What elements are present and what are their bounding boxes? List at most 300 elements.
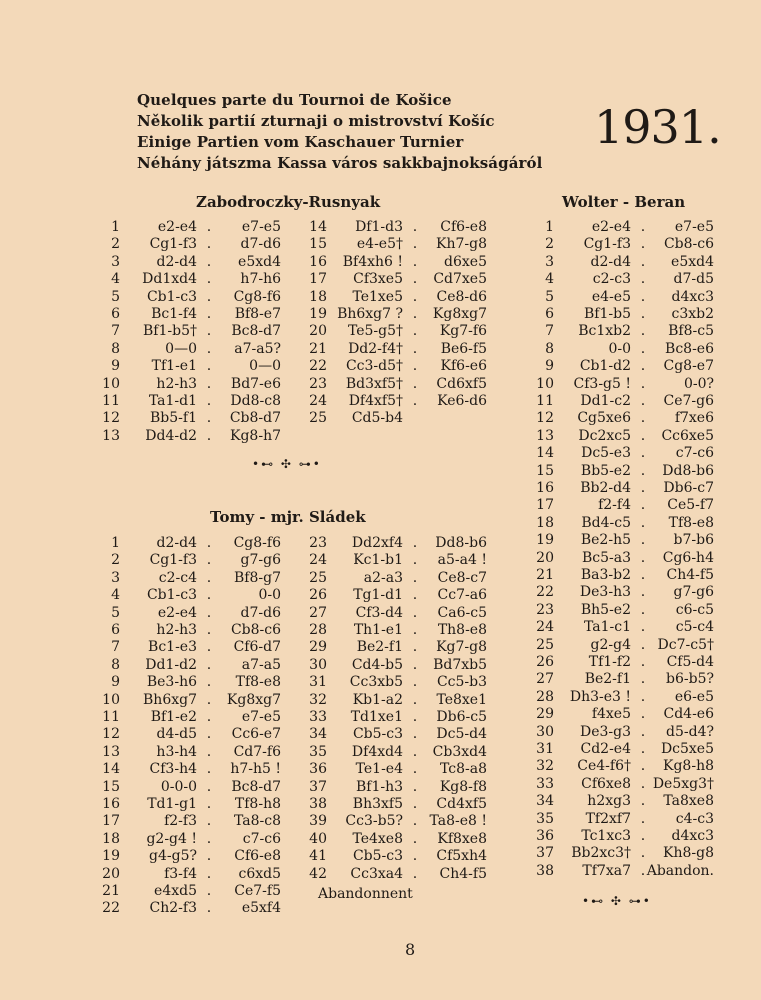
white-move: h2-h3 — [156, 375, 197, 392]
move-separator: . — [206, 761, 212, 778]
black-move: d7-d6 — [240, 236, 281, 253]
black-move: Cf6-e8 — [234, 848, 281, 865]
move-row — [0, 445, 761, 462]
move-number: 35 — [536, 810, 554, 827]
move-number: 6 — [545, 306, 554, 322]
move-separator: . — [640, 723, 646, 740]
black-move: Kf8xe8 — [437, 830, 487, 847]
move-separator: . — [206, 691, 212, 708]
black-move: Kh7-g8 — [436, 236, 487, 253]
white-move: Bf1-b5† — [143, 323, 197, 340]
black-move: Ke6-d6 — [437, 393, 487, 409]
white-move: Cc3-b5? — [345, 813, 403, 830]
move-number: 10 — [102, 691, 120, 708]
move-separator: . — [412, 778, 418, 795]
white-move: e2-e4 — [591, 219, 631, 235]
move-separator: . — [206, 410, 212, 427]
white-move: Bf4xh6 ! — [342, 253, 403, 270]
move-separator: . — [640, 253, 646, 270]
move-number: 24 — [309, 393, 327, 409]
move-separator: . — [412, 709, 418, 725]
move-number: 20 — [309, 323, 327, 340]
move-number: 3 — [111, 253, 120, 270]
move-row — [0, 219, 761, 236]
black-move: Cb3xd4 — [432, 743, 487, 760]
white-move: Te1xe5 — [352, 288, 403, 305]
move-separator: . — [640, 532, 646, 549]
move-separator: . — [206, 865, 212, 882]
white-move: a2-a3 — [363, 569, 403, 586]
white-move: Cd5-b4 — [351, 410, 403, 427]
move-number: 27 — [309, 604, 327, 621]
move-row — [0, 271, 761, 288]
move-separator: . — [206, 306, 212, 322]
move-separator: . — [206, 656, 212, 673]
black-move: Cg6-h4 — [662, 549, 714, 566]
move-separator: . — [206, 427, 212, 444]
page-number: 8 — [405, 940, 416, 959]
white-move: Dd1-d2 — [145, 656, 197, 673]
move-separator: . — [640, 584, 646, 601]
move-separator: . — [412, 830, 418, 847]
move-number: 34 — [309, 726, 327, 743]
move-number: 11 — [536, 393, 554, 409]
move-number: 30 — [309, 656, 327, 673]
move-separator: . — [640, 340, 646, 357]
black-move: Ch4-f5 — [666, 567, 714, 583]
move-separator: . — [412, 271, 418, 288]
white-move: Dc2xc5 — [578, 427, 631, 444]
black-move: Bf8-c5 — [668, 323, 714, 340]
black-move: Cc5-b3 — [436, 674, 487, 691]
move-row — [0, 236, 761, 253]
white-move: d4-d5 — [156, 726, 197, 743]
move-number: 22 — [536, 584, 554, 601]
move-number: 25 — [309, 410, 327, 427]
white-move: Cf3xe5 — [353, 271, 403, 288]
move-number: 5 — [545, 288, 554, 305]
move-number: 4 — [545, 271, 554, 288]
move-separator: . — [640, 636, 646, 653]
white-move: c2-c4 — [158, 569, 197, 586]
black-move: Dd8-c8 — [230, 393, 281, 409]
move-number: 13 — [102, 743, 120, 760]
move-separator: . — [640, 671, 646, 688]
white-move: Dd2-f4† — [348, 340, 403, 357]
white-move: g4-g5? — [149, 848, 197, 865]
white-move: Tf1-e1 — [151, 358, 197, 375]
move-number: 14 — [536, 445, 554, 462]
white-move: g2-g4 ! — [146, 830, 197, 847]
move-row — [0, 706, 761, 723]
black-move: Ce7-f5 — [234, 883, 281, 899]
black-move: e5xf4 — [241, 900, 281, 917]
move-separator: . — [640, 775, 646, 792]
move-separator: . — [206, 587, 212, 604]
move-row — [0, 776, 761, 793]
white-move: d2-d4 — [156, 253, 197, 270]
move-separator: . — [412, 306, 418, 322]
black-move: Kg7-f6 — [439, 323, 487, 340]
move-number: 23 — [309, 535, 327, 551]
black-move: Ta8xe8 — [663, 793, 714, 810]
move-separator: . — [412, 375, 418, 392]
move-row — [0, 497, 761, 514]
move-row — [0, 515, 761, 532]
white-move: Bb5-e2 — [580, 462, 631, 479]
move-number: 33 — [309, 709, 327, 725]
black-move: Tf8-e8 — [668, 514, 714, 531]
move-number: 28 — [309, 622, 327, 638]
move-number: 3 — [111, 569, 120, 586]
black-move: Dc7-c5† — [657, 636, 714, 653]
black-move: Cc7-a6 — [437, 587, 487, 604]
move-separator: . — [206, 604, 212, 621]
black-move: De5xg3† — [652, 775, 714, 792]
move-number: 39 — [309, 813, 327, 830]
move-number: 14 — [309, 219, 327, 235]
black-move: c6-c5 — [675, 601, 714, 618]
move-number: 16 — [536, 480, 554, 496]
white-move: d2-d4 — [590, 253, 631, 270]
white-move: Ta1-c1 — [584, 619, 631, 636]
move-separator: . — [640, 828, 646, 844]
white-move: Bd3xf5† — [345, 375, 403, 392]
black-move: e7-e5 — [241, 709, 281, 725]
move-number: 23 — [309, 375, 327, 392]
white-move: f3-f4 — [164, 865, 197, 882]
white-move: f2-f4 — [598, 497, 631, 514]
move-separator: . — [412, 604, 418, 621]
move-row — [0, 289, 761, 306]
black-move: d4xc3 — [671, 828, 714, 844]
black-move: Db6-c5 — [436, 709, 487, 725]
black-move: Cf6-e8 — [440, 219, 487, 235]
black-move: Cg8-f6 — [233, 535, 281, 551]
white-move: Bc1-f4 — [151, 306, 197, 322]
move-separator: . — [640, 375, 646, 392]
black-move: h7-h5 ! — [230, 761, 281, 778]
move-number: 19 — [536, 532, 554, 549]
move-separator: . — [412, 674, 418, 691]
black-move: Kg8xg7 — [226, 691, 281, 708]
move-number: 19 — [102, 848, 120, 865]
black-move: Ce5-f7 — [667, 497, 714, 514]
black-move: Bc8-d7 — [231, 323, 281, 340]
white-move: Cc3xb5 — [349, 674, 403, 691]
move-row — [0, 463, 761, 480]
black-move: Dd8-b6 — [662, 462, 714, 479]
move-number: 27 — [536, 671, 554, 688]
black-move: g7-g6 — [240, 552, 281, 569]
move-separator: . — [206, 674, 212, 691]
move-row — [0, 410, 761, 427]
move-number: 18 — [309, 288, 327, 305]
move-separator: . — [206, 743, 212, 760]
white-move: Cg5xe6 — [577, 410, 631, 427]
white-move: Df1-d3 — [355, 219, 403, 235]
move-separator: . — [640, 741, 646, 757]
move-separator: . — [640, 845, 646, 862]
black-move: Db6-c7 — [663, 480, 714, 496]
move-separator: . — [412, 219, 418, 235]
white-move: Cf3-d4 — [355, 604, 403, 621]
move-number: 21 — [536, 567, 554, 583]
move-number: 12 — [536, 410, 554, 427]
move-row — [0, 393, 761, 410]
black-move: Cd7xe5 — [433, 271, 487, 288]
move-separator: . — [412, 358, 418, 375]
move-separator: . — [206, 813, 212, 830]
black-move: Kg8-h7 — [230, 427, 281, 444]
white-move: Df4xd4 — [351, 743, 403, 760]
move-separator: . — [206, 358, 212, 375]
black-move: Ta8-e8 ! — [429, 813, 487, 830]
move-row — [0, 863, 761, 880]
move-number: 14 — [102, 761, 120, 778]
move-row — [0, 793, 761, 810]
white-move: Be3-h6 — [146, 674, 197, 691]
move-separator: . — [640, 236, 646, 253]
white-move: Te5-g5† — [347, 323, 403, 340]
white-move: h3-h4 — [156, 743, 197, 760]
black-move: e7-e5 — [241, 219, 281, 235]
move-separator: . — [206, 830, 212, 847]
white-move: Bh6xg7 — [143, 691, 197, 708]
white-move: Bf1-h3 — [355, 778, 403, 795]
move-separator: . — [412, 639, 418, 656]
white-move: Cd4-b5 — [351, 656, 403, 673]
move-separator: . — [412, 656, 418, 673]
move-separator: . — [640, 445, 646, 462]
move-separator: . — [412, 393, 418, 409]
black-move: Cd4-e6 — [663, 706, 714, 723]
move-separator: . — [640, 271, 646, 288]
move-separator: . — [412, 323, 418, 340]
move-separator: . — [412, 761, 418, 778]
white-move: Bh6xg7 ? — [337, 306, 403, 322]
move-separator: . — [412, 848, 418, 865]
black-move: Kg8xg7 — [432, 306, 487, 322]
move-separator: . — [412, 236, 418, 253]
move-number: 18 — [102, 830, 120, 847]
white-move: c2-c3 — [592, 271, 631, 288]
move-row — [0, 306, 761, 323]
white-move: h2-h3 — [156, 622, 197, 638]
move-separator: . — [206, 883, 212, 899]
white-move: Td1-g1 — [147, 796, 197, 812]
move-number: 13 — [102, 427, 120, 444]
move-row — [0, 758, 761, 775]
white-move: Cd2-e4 — [580, 741, 631, 757]
black-move: a7-a5 — [241, 656, 281, 673]
black-move: d7-d5 — [673, 271, 714, 288]
white-move: Dd1xd4 — [142, 271, 197, 288]
move-separator: . — [640, 793, 646, 810]
game-title-wolter-beran: Wolter - Beran — [562, 193, 686, 211]
move-separator: . — [206, 219, 212, 235]
black-move: g7-g6 — [673, 584, 714, 601]
move-separator: . — [412, 743, 418, 760]
black-move: c4-c3 — [675, 810, 714, 827]
move-separator: . — [640, 706, 646, 723]
black-move: Cd4xf5 — [436, 796, 487, 812]
black-move: Cc6-e7 — [231, 726, 281, 743]
black-move: Ce7-g6 — [663, 393, 714, 409]
move-separator: . — [412, 622, 418, 638]
white-move: Bc1xb2 — [578, 323, 631, 340]
move-number: 19 — [309, 306, 327, 322]
move-row — [0, 811, 761, 828]
ornament-divider: •⊷ ✣ ⊶• — [252, 457, 322, 471]
white-move: Cb1-d2 — [579, 358, 631, 375]
move-row — [0, 654, 761, 671]
move-separator: . — [206, 900, 212, 917]
move-separator: . — [412, 552, 418, 569]
move-number: 2 — [111, 236, 120, 253]
white-move: Bh3xf5 — [352, 796, 403, 812]
move-number: 26 — [536, 654, 554, 670]
black-move: Cg8-f6 — [233, 288, 281, 305]
move-separator: . — [206, 569, 212, 586]
move-number: 17 — [102, 813, 120, 830]
move-separator: . — [412, 796, 418, 812]
move-number: 26 — [309, 587, 327, 604]
move-number: 32 — [309, 691, 327, 708]
white-move: Ch2-f3 — [149, 900, 197, 917]
white-move: Dd2xf4 — [351, 535, 403, 551]
move-number: 15 — [536, 462, 554, 479]
move-separator: . — [640, 549, 646, 566]
move-separator: . — [206, 535, 212, 551]
white-move: De3-h3 — [579, 584, 631, 601]
black-move: d4xc3 — [671, 288, 714, 305]
black-move: Cd6xf5 — [436, 375, 487, 392]
black-move: Cg8-e7 — [663, 358, 714, 375]
white-move: e2-e4 — [157, 604, 197, 621]
move-number: 6 — [111, 622, 120, 638]
move-row — [0, 254, 761, 271]
move-number: 24 — [536, 619, 554, 636]
move-row — [0, 671, 761, 688]
white-move: Cf6xe8 — [581, 775, 631, 792]
move-number: 15 — [309, 236, 327, 253]
move-number: 38 — [536, 862, 554, 879]
move-separator: . — [206, 848, 212, 865]
black-move: h7-h6 — [240, 271, 281, 288]
move-number: 21 — [102, 883, 120, 899]
header-line-2: Několik partií zturnaji o mistrovství Košíc — [137, 112, 495, 130]
move-number: 8 — [111, 656, 120, 673]
move-separator: . — [640, 306, 646, 322]
move-number: 36 — [536, 828, 554, 844]
move-number: 11 — [102, 709, 120, 725]
white-move: 0-0-0 — [160, 778, 197, 795]
move-row — [0, 480, 761, 497]
white-move: Tg1-d1 — [353, 587, 403, 604]
black-move: Bc8-e6 — [665, 340, 714, 357]
black-move: Tf8-h8 — [234, 796, 281, 812]
move-row — [0, 323, 761, 340]
white-move: Cg1-f3 — [149, 552, 197, 569]
move-number: 5 — [111, 604, 120, 621]
move-row — [0, 828, 761, 845]
move-separator: . — [206, 236, 212, 253]
move-separator: . — [640, 862, 646, 879]
move-number: 6 — [111, 306, 120, 322]
move-separator: . — [412, 865, 418, 882]
move-number: 7 — [545, 323, 554, 340]
move-separator: . — [412, 535, 418, 551]
black-move: e5xd4 — [238, 253, 281, 270]
move-separator: . — [412, 691, 418, 708]
move-number: 32 — [536, 758, 554, 775]
move-separator: . — [640, 427, 646, 444]
white-move: Ce4-f6† — [577, 758, 631, 775]
white-move: Cb5-c3 — [352, 726, 403, 743]
white-move: Cb1-c3 — [146, 587, 197, 604]
move-row — [0, 619, 761, 636]
white-move: Kc1-b1 — [353, 552, 403, 569]
black-move: Ta8-c8 — [234, 813, 281, 830]
white-move: Tf7xa7 — [582, 862, 631, 879]
black-move: c6xd5 — [238, 865, 281, 882]
game-title-zabodroczky-rusnyak: Zabodroczky-Rusnyak — [196, 193, 381, 211]
white-move: Tf1-f2 — [588, 654, 631, 670]
black-move: a7-a5? — [234, 340, 281, 357]
black-move: Kf6-e6 — [440, 358, 487, 375]
move-number: 35 — [309, 743, 327, 760]
move-row — [0, 689, 761, 706]
move-row — [0, 602, 761, 619]
move-separator: . — [206, 552, 212, 569]
white-move: Te4xe8 — [352, 830, 403, 847]
white-move: f4xe5 — [591, 706, 631, 723]
move-number: 10 — [102, 375, 120, 392]
move-separator: . — [640, 393, 646, 409]
year: 1931. — [594, 100, 721, 154]
black-move: Tf8-e8 — [235, 674, 281, 691]
move-row — [0, 376, 761, 393]
black-move: Cf5xh4 — [436, 848, 487, 865]
white-move: Cg1-f3 — [149, 236, 197, 253]
black-move: 0-0? — [683, 375, 714, 392]
move-number: 11 — [102, 393, 120, 409]
move-separator: . — [206, 726, 212, 743]
move-number: 25 — [536, 636, 554, 653]
move-row — [0, 637, 761, 654]
black-move: Tc8-a8 — [440, 761, 487, 778]
move-separator: . — [640, 410, 646, 427]
move-number: 29 — [309, 639, 327, 656]
white-move: Bh5-e2 — [580, 601, 631, 618]
move-separator: . — [206, 271, 212, 288]
white-move: Th1-e1 — [353, 622, 403, 638]
move-number: 31 — [309, 674, 327, 691]
black-move: b6-b5? — [666, 671, 714, 688]
move-separator: . — [206, 340, 212, 357]
black-move: d7-d6 — [240, 604, 281, 621]
ornament-divider: •⊷ ✣ ⊶• — [582, 894, 652, 908]
black-move: Bf8-e7 — [234, 306, 281, 322]
move-number: 1 — [545, 219, 554, 235]
move-number: 8 — [111, 340, 120, 357]
move-number: 22 — [102, 900, 120, 917]
white-move: Bf1-e2 — [150, 709, 197, 725]
move-number: 20 — [102, 865, 120, 882]
white-move: Ba3-b2 — [580, 567, 631, 583]
black-move: d6xe5 — [444, 253, 487, 270]
